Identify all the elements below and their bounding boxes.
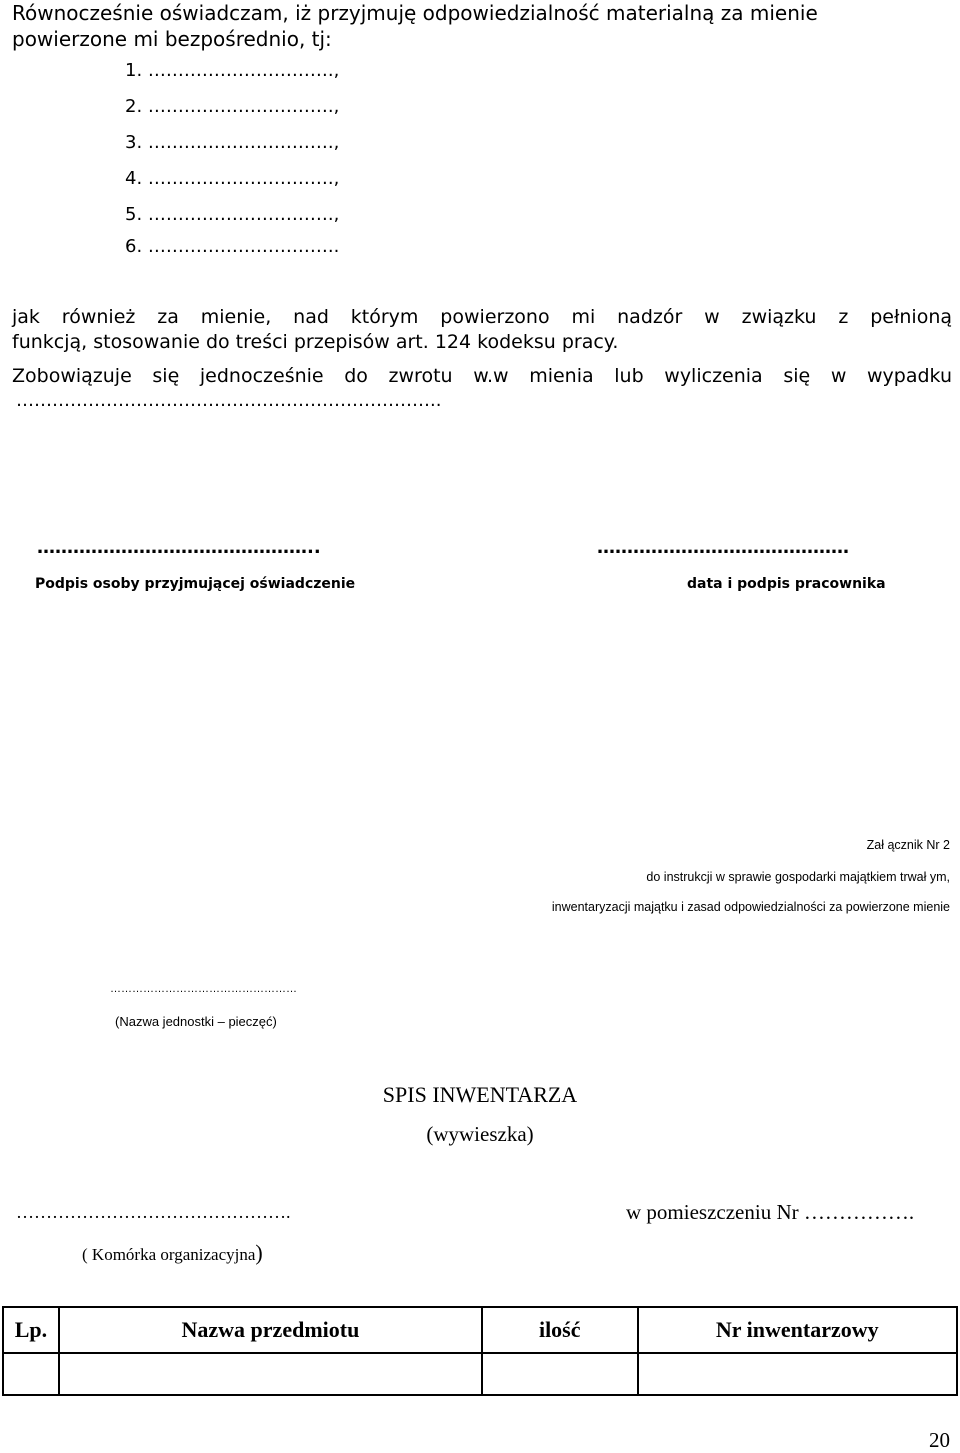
page-number: 20 [929,1428,950,1452]
list-item: 5. …………………………., [125,204,340,225]
list-item: 1. …………………………., [125,60,340,81]
paragraph-line-1: jak również za mienie, nad którym powierzono mi nadzór w związku z pełnioną [12,306,952,328]
attachment-line-2: inwentaryzacji majątku i zasad odpowiedzialności za powierzone mienie [551,900,950,914]
signature-line-left: ……………………………………….. [37,537,321,558]
document-subtitle: (wywieszka) [426,1122,534,1146]
signature-label-right: data i podpis pracownika [687,576,886,592]
department-label [82,1240,263,1266]
list-item: 4. …………………………., [125,168,340,189]
column-header-name: Nazwa przedmiotu [59,1307,482,1353]
list-item: 3. …………………………., [125,132,340,153]
table-cell[interactable] [482,1353,638,1395]
table-cell[interactable] [3,1353,59,1395]
signature-label-left: Podpis osoby przyjmującej oświadczenie [35,576,356,592]
table-header-row [3,1307,957,1353]
attachment-title: Zał ącznik Nr 2 [866,838,950,852]
column-header-lp: Lp. [3,1307,59,1353]
paragraph-line-4: …………………………………………………………….. [16,390,442,411]
department-dots: ………………………………………. [16,1202,291,1222]
unit-label: (Nazwa jednostki – pieczęć) [115,1014,277,1029]
table-cell[interactable] [59,1353,482,1395]
table-cell[interactable] [638,1353,957,1395]
column-header-inventory-number: Nr inwentarzowy [638,1307,957,1353]
intro-line-1: Równocześnie oświadczam, iż przyjmuję odpowiedzialność materialną za mienie [12,1,818,25]
list-item: 2. …………………………., [125,96,340,117]
attachment-line-1: do instrukcji w sprawie gospodarki majątkiem trwał ym, [646,870,950,884]
room-number: w pomieszczeniu Nr ……………. [626,1200,915,1224]
signature-line-right: …………………………………… [597,537,849,558]
inventory-table [2,1306,958,1396]
intro-line-2: powierzone mi bezpośrednio, tj: [12,27,332,51]
department-label-paren: ) [255,1240,263,1265]
document-title: SPIS INWENTARZA [382,1082,578,1107]
unit-dots: …………………………………………… [110,983,297,995]
table-row [3,1353,957,1395]
list-item: 6. ………………………….. [125,236,340,257]
paragraph-line-3: Zobowiązuje się jednocześnie do zwrotu w.w mienia lub wyliczenia się w wypadku [12,365,952,387]
department-label-text: ( Komórka organizacyjna [82,1245,256,1264]
column-header-quantity: ilość [482,1307,638,1353]
paragraph-line-2: funkcją, stosowanie do treści przepisów art. 124 kodeksu pracy. [12,331,619,353]
